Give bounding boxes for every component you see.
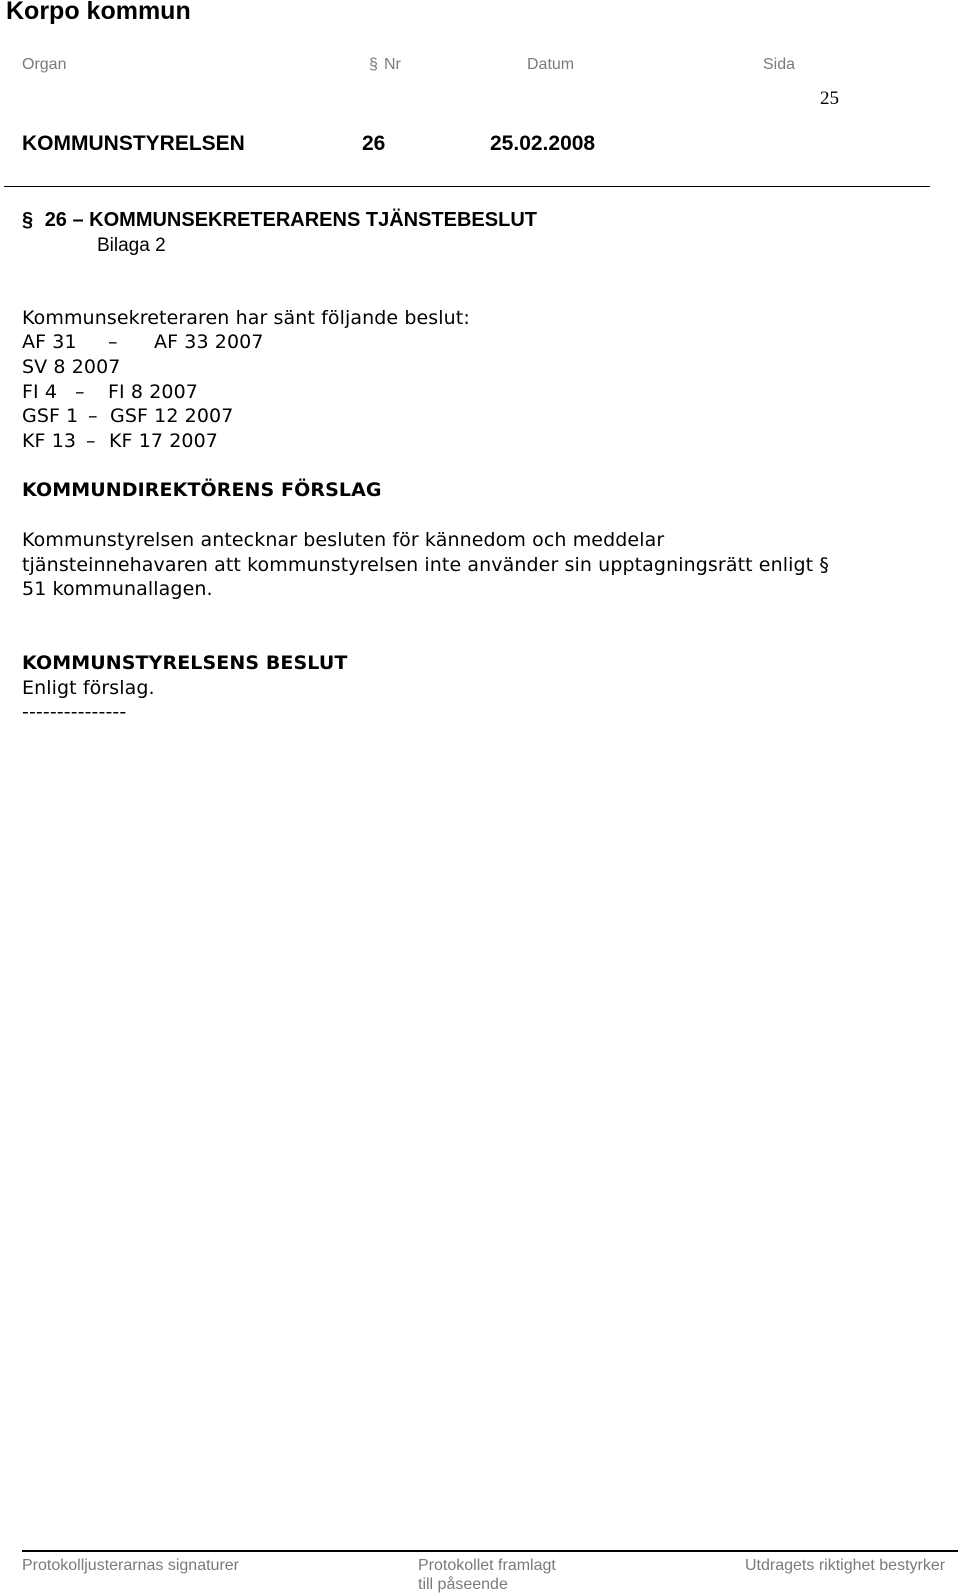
decision-row [22, 381, 198, 403]
footer-presented-line2: till påseende [418, 1576, 508, 1593]
decision-to: FI 8 2007 [108, 381, 198, 403]
value-organ: KOMMUNSTYRELSEN [22, 132, 245, 155]
decision-to: KF 17 2007 [109, 430, 218, 452]
label-nr-section-mark: § [369, 56, 378, 73]
attachment-reference: Bilaga 2 [97, 235, 166, 256]
separator-line: --------------- [22, 701, 127, 723]
label-sida: Sida [763, 56, 796, 73]
decision-row [22, 331, 264, 353]
decision-dash: – [86, 430, 96, 452]
organization-name: Korpo kommun [6, 0, 191, 25]
intro-text: Kommunsekreteraren har sänt följande beslut: [22, 307, 470, 329]
decision-from: GSF 1 [22, 405, 79, 427]
decision-heading: KOMMUNSTYRELSENS BESLUT [22, 652, 348, 674]
decision-text: Enligt förslag. [22, 677, 155, 699]
proposal-line: 51 kommunallagen. [22, 578, 213, 600]
decision-dash: – [108, 331, 118, 353]
label-datum: Datum [527, 56, 575, 73]
label-organ: Organ [22, 56, 67, 73]
decision-row [22, 356, 120, 378]
proposal-line: Kommunstyrelsen antecknar besluten för kännedom och meddelar [22, 529, 665, 551]
value-nr: 26 [362, 132, 386, 155]
decision-row [22, 405, 233, 427]
footer-presented-line1: Protokollet framlagt [418, 1557, 556, 1574]
decision-from: KF 13 [22, 430, 77, 452]
footer-signatures: Protokolljusterarnas signaturer [22, 1557, 239, 1574]
proposal-line: tjänsteinnehavaren att kommunstyrelsen inte använder sin upptagningsrätt enligt § [22, 554, 829, 576]
decision-to: GSF 12 2007 [110, 405, 234, 427]
proposal-heading: KOMMUNDIREKTÖRENS FÖRSLAG [22, 479, 382, 501]
value-datum: 25.02.2008 [490, 132, 596, 155]
header-divider [4, 186, 930, 187]
decision-from: AF 31 [22, 331, 77, 353]
footer-certified: Utdragets riktighet bestyrker [745, 1557, 946, 1574]
decision-to: AF 33 2007 [154, 331, 264, 353]
decision-row [22, 430, 218, 452]
decision-dash: – [88, 405, 98, 427]
decision-from: SV 8 2007 [22, 356, 121, 378]
decision-dash: – [75, 381, 85, 403]
footer-divider [22, 1550, 958, 1552]
section-mark: § [22, 209, 34, 231]
footer-presented [418, 1556, 556, 1594]
label-nr: Nr [384, 56, 401, 73]
section-heading [22, 209, 537, 232]
page-number: 25 [820, 88, 839, 109]
section-title: 26 – KOMMUNSEKRETERARENS TJÄNSTEBESLUT [44, 209, 537, 231]
decision-from: FI 4 [22, 381, 58, 403]
